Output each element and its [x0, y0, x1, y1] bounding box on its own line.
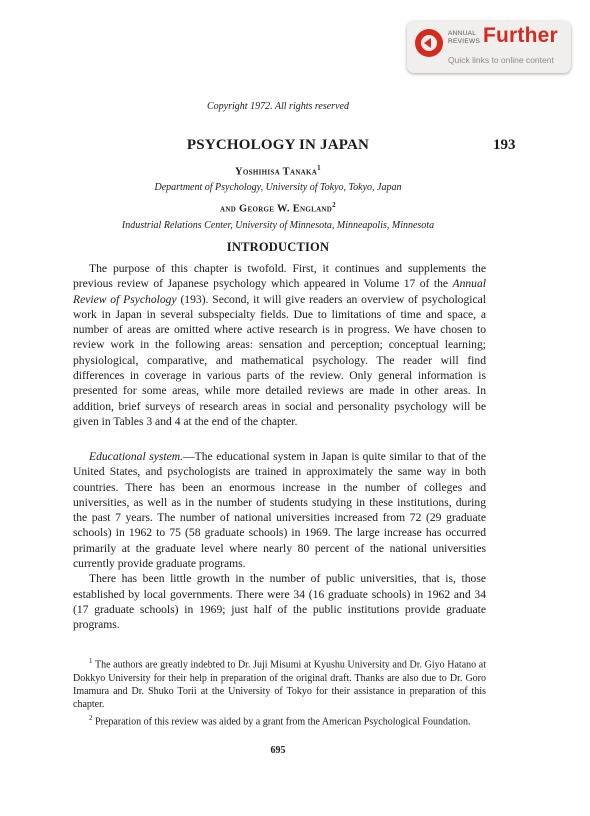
p1-part-a: The purpose of this chapter is twofold. First, it continues and supplements the previous review of Japanese psychology which appeared in Volume 17 of the: [73, 262, 486, 291]
article-title: PSYCHOLOGY IN JAPAN: [186, 137, 370, 153]
journal-title: Annual Review of Psychology: [73, 277, 486, 306]
footnote-2-text: Preparation of this review was aided by a grant from the American Psychological Foundation.: [92, 715, 471, 727]
annual-reviews-further-badge[interactable]: [407, 21, 571, 73]
annual-reviews-wordmark: [448, 30, 482, 45]
body-paragraph-2: [73, 449, 486, 571]
section-heading: INTRODUCTION: [226, 240, 330, 254]
author-1: [0, 164, 556, 178]
body-paragraph-3: There has been little growth in the number of public universities, that is, those established by local governments. There were 34 (16 graduate schools) in 1962 and 34 (17 graduate schools) in 1969; just half of the public institutions provide graduate programs.: [73, 572, 486, 632]
annual-reviews-logo-icon: [415, 29, 443, 57]
p2-body: —The educational system in Japan is quite similar to that of the United States, and psychologists are trained in approximately the same way in both countries. There has been an enormous increase in the number of colleges and universities, as well as in the number of students studying in these institutions, during the past 7 years. The number of national universities increased from 72 (29 graduate schools) in 1962 to 75 (58 graduate schools) in 1969. The large increase has occurred primarily at the graduate level where nearly 80 percent of the national universities currently provide graduate programs.: [73, 450, 486, 571]
copyright-notice: Copyright 1972. All rights reserved: [207, 101, 349, 112]
badge-line1: ANNUAL: [448, 30, 477, 37]
p1-part-b: (193). Second, it will give readers an overview of psychological work in Japan in several subspecialty fields. Due to limitations of time and space, a number of areas are omitted where active research is in progress. We have chosen to review work in the following areas: sensation and perception; conceptual learning; physiological, comparative, and mathematical psychology. The reader will find differences in coverage in various parts of the review. Only general information is presented for some areas, while more detailed reviews are made in other areas. In addition, brief surveys of research areas in social and personality psychology will be given in Tables 3 and 4 at the end of the chapter.: [73, 292, 487, 428]
affiliation-1: Department of Psychology, University of Tokyo, Tokyo, Japan: [154, 182, 402, 193]
author-1-name: Yoshihisa Tanaka: [235, 166, 318, 178]
section-lead-educational-system: Educational system.: [89, 450, 184, 463]
badge-subtitle: Quick links to online content: [448, 55, 554, 65]
footnote-1: [73, 655, 486, 712]
badge-brand: Further: [483, 24, 558, 47]
footnote-2: [73, 712, 486, 729]
author-1-footnote-mark: 1: [317, 164, 321, 172]
affiliation-2: Industrial Relations Center, University of Minnesota, Minneapolis, Minnesota: [121, 220, 435, 231]
badge-line2: REVIEWS: [448, 37, 481, 45]
footnotes: [73, 655, 486, 728]
body-paragraph-1: [73, 261, 486, 429]
footnote-2-mark: 2: [89, 713, 93, 722]
author-2-footnote-mark: 2: [332, 201, 336, 209]
body-paragraphs-2-3: [73, 449, 486, 633]
top-page-number: 193: [493, 137, 516, 153]
author-2-name: and George W. England: [220, 203, 333, 215]
footnote-1-text: The authors are greatly indebted to Dr. Juji Misumi at Kyushu University and Dr. Giyo Hatano at Dokkyo University for their help in preparation of the original draft. Thanks are also due to Dr. Goro Imamura and Dr. Shuko Torii at the University of Tokyo for their assistance in preparation of this chapter.: [73, 659, 486, 711]
author-2: [0, 201, 556, 215]
footnote-1-mark: 1: [89, 657, 93, 665]
bottom-page-number: 695: [270, 745, 286, 756]
